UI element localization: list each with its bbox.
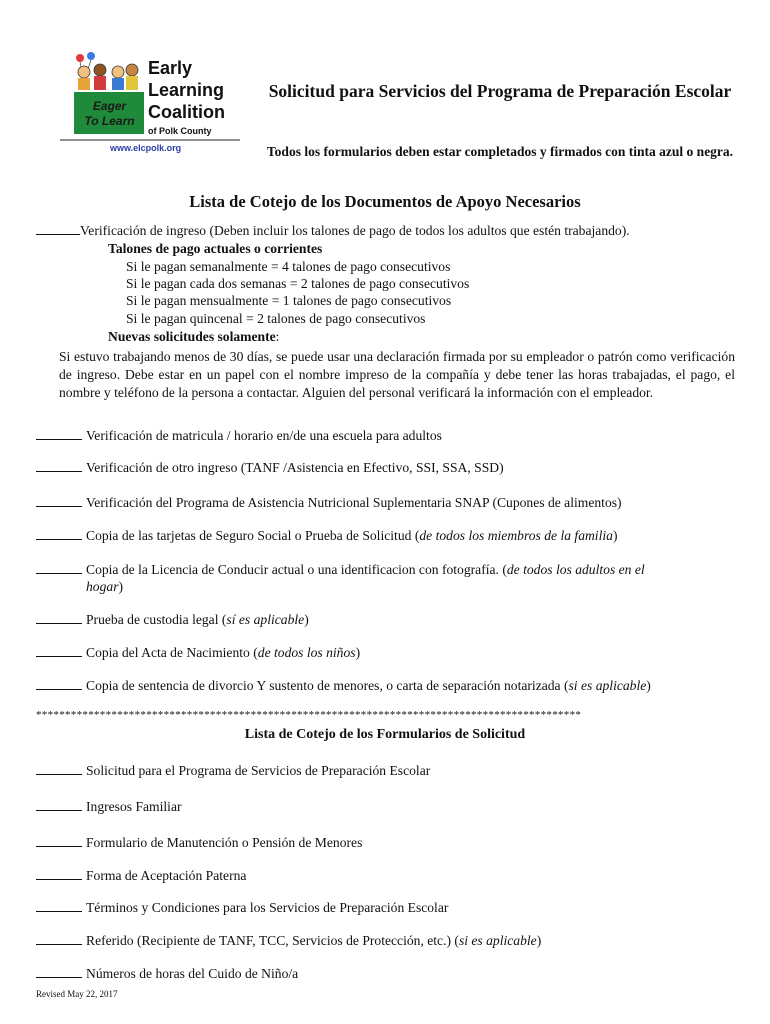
checkbox-blank[interactable] (36, 835, 82, 847)
checklist-item-text: Copia de sentencia de divorcio Y sustento de menores, o carta de separación notarizada ( (86, 678, 569, 693)
checklist-item-note: de todos los adultos en el (506, 562, 645, 577)
checklist-item-text: Copia de las tarjetas de Seguro Social o Prueba de Solicitud ( (86, 528, 420, 543)
checklist-item-note: hogar (86, 579, 119, 594)
checkbox-blank[interactable] (36, 645, 82, 657)
logo-tagline-1: Eager (92, 99, 127, 113)
checklist-item-note: si es aplicable (568, 678, 647, 693)
checkbox-blank[interactable] (36, 799, 82, 811)
checklist-item-text: Ingresos Familiar (86, 799, 182, 814)
checklist-item (36, 459, 504, 477)
checkbox-blank[interactable] (36, 612, 82, 624)
checklist-item-text: Verificación de matricula / horario en/de una escuela para adultos (86, 428, 442, 443)
logo-word-early: Early (148, 58, 193, 78)
checklist-item-text: Verificación de otro ingreso (TANF /Asistencia en Efectivo, SSI, SSA, SSD) (86, 460, 504, 475)
checklist-item: Copia del Acta de Nacimiento (de todos los niños) (36, 644, 360, 662)
checklist-item (36, 561, 645, 579)
checkbox-blank[interactable] (36, 678, 82, 690)
paystub-rule: Si le pagan quincenal = 2 talones de pago consecutivos (126, 311, 426, 326)
checklist-item-text: Copia de la Licencia de Conducir actual o una identificacion con fotografía. ( (86, 562, 507, 577)
checkbox-blank[interactable] (36, 460, 82, 472)
checkbox-blank[interactable] (36, 223, 80, 235)
section-separator: ********************************************************************************************** (36, 709, 582, 721)
checklist-item-text: Solicitud para el Programa de Servicios de Preparación Escolar (86, 763, 431, 778)
checkbox-blank[interactable] (36, 428, 82, 440)
checklist-item-text: Referido (Recipiente de TANF, TCC, Servicios de Protección, etc.) ( (86, 933, 459, 948)
checkbox-blank[interactable] (36, 933, 82, 945)
checklist-item-text: Forma de Aceptación Paterna (86, 868, 247, 883)
checkbox-blank[interactable] (36, 900, 82, 912)
checklist-item-text: Verificación del Programa de Asistencia Nutricional Suplementaria SNAP (Cupones de alimentos) (86, 495, 622, 510)
checklist-item-text: Prueba de custodia legal ( (86, 612, 227, 627)
new-apps-heading: Nuevas solicitudes solamente (108, 329, 276, 344)
page-subtitle: Todos los formularios deben estar completados y firmados con tinta azul o negra. (266, 144, 734, 159)
new-apps-colon: : (275, 329, 280, 344)
paystub-rule: Si le pagan semanalmente = 4 talones de pago consecutivos (126, 259, 451, 274)
checklist-item (36, 762, 430, 780)
checklist-item: Referido (Recipiente de TANF, TCC, Servicios de Protección, etc.) (si es aplicable) (36, 932, 541, 950)
paystubs-heading: Talones de pago actuales o corrientes (108, 241, 323, 256)
checkbox-blank[interactable] (36, 562, 82, 574)
logo-tagline-2: To Learn (84, 114, 135, 128)
supporting-docs-heading: Lista de Cotejo de los Documentos de Apoyo Necesarios (189, 192, 581, 211)
checklist-item (36, 867, 246, 885)
logo-word-coalition: Coalition (148, 102, 225, 122)
checklist-item-continuation: hogar) (86, 579, 124, 594)
checklist-item: Copia de sentencia de divorcio Y sustento de menores, o carta de separación notarizada (si es aplicable) (36, 677, 651, 695)
application-forms-heading: Lista de Cotejo de los Formularios de Solicitud (244, 727, 526, 742)
income-verification-item (36, 222, 630, 240)
new-apps-heading-line (108, 328, 279, 346)
page-title: Solicitud para Servicios del Programa de Preparación Escolar (268, 81, 732, 101)
checklist-item (36, 798, 182, 816)
checklist-item-text: Formulario de Manutención o Pensión de Menores (86, 835, 363, 850)
checklist-item: Copia de las tarjetas de Seguro Social o Prueba de Solicitud (de todos los miembros de la familia) (36, 527, 617, 545)
checklist-item-text: Copia del Acta de Nacimiento ( (86, 645, 258, 660)
logo-word-learning: Learning (148, 80, 225, 100)
checkbox-blank[interactable] (36, 495, 82, 507)
checkbox-blank[interactable] (36, 528, 82, 540)
checkbox-blank[interactable] (36, 966, 82, 978)
checklist-item (36, 834, 362, 852)
paystub-rule: Si le pagan mensualmente = 1 talones de pago consecutivos (126, 293, 452, 308)
checklist-item-note: sí es aplicable (226, 612, 305, 627)
elc-logo (60, 52, 245, 157)
checklist-item (36, 965, 298, 983)
checklist-item-note: si es aplicable (458, 933, 537, 948)
checklist-item-text: Términos y Condiciones para los Servicios de Preparación Escolar (86, 900, 449, 915)
checkbox-blank[interactable] (36, 763, 82, 775)
logo-county: of Polk County (148, 126, 212, 136)
new-apps-paragraph: Si estuvo trabajando menos de 30 días, se puede usar una declaración firmada por su empleador o patrón como verificación de ingreso. Debe estar en un papel con el nombre impreso de la compañía y debe tener las horas trabajadas, el pago, el nombre y teléfono de la persona a contactar. Alguien del personal verificará la información con el empleador. (59, 349, 735, 400)
income-verification-text: Verificación de ingreso (Deben incluir los talones de pago de todos los adultos que estén trabajando). (80, 223, 630, 238)
checklist-item (36, 494, 622, 512)
paystub-rule: Si le pagan cada dos semanas = 2 talones de pago consecutivos (126, 276, 470, 291)
revised-date: Revised May 22, 2017 (36, 989, 118, 999)
checklist-item (36, 427, 442, 445)
checkbox-blank[interactable] (36, 868, 82, 880)
logo-url[interactable]: www.elcpolk.org (110, 143, 182, 153)
checklist-item-text: Números de horas del Cuido de Niño/a (86, 966, 299, 981)
checklist-item-note: de todos los niños (257, 645, 356, 660)
checklist-item-note: de todos los miembros de la familia (419, 528, 613, 543)
checklist-item: Prueba de custodia legal (sí es aplicable) (36, 611, 309, 629)
checklist-item (36, 899, 448, 917)
